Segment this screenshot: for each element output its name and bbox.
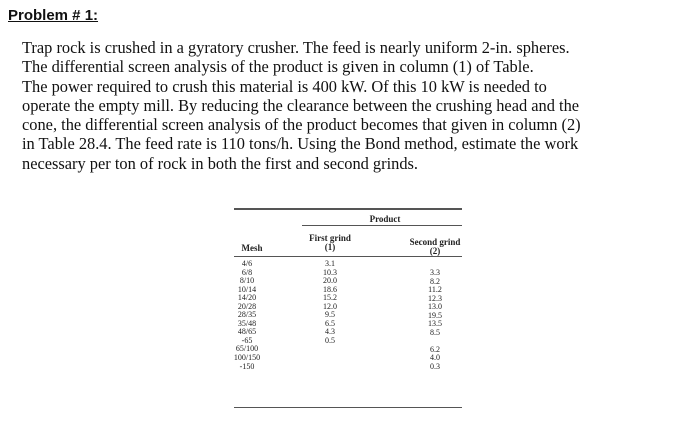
product-header: Product [369,214,401,224]
table-cell: 6.5 [325,318,335,328]
table-top-rule [234,208,462,210]
problem-line: Trap rock is crushed in a gyratory crusher. The feed is nearly uniform 2-in. spheres. [22,38,570,57]
table-cell: 13.0 [428,302,442,312]
problem-line: cone, the differential screen analysis of the product becomes that given in column (2) [22,115,581,135]
problem-line: The power required to crush this material is 400 kW. Of this 10 kW is needed to [22,76,547,96]
table-cell: 28/35 [237,310,257,320]
problem-line: operate the empty mill. By reducing the clearance between the crushing head and the [22,95,580,115]
table-cell [305,363,355,372]
table-cell: 65/100 [235,344,259,354]
table-cell: 35/48 [237,318,257,328]
table-cell: 48/65 [237,327,257,337]
problem-line: necessary per ton of rock in both the first and second grinds. [22,153,419,173]
table-cell [305,354,355,363]
table-cell: 6/8 [241,267,253,277]
table-cell: 20/28 [237,301,257,311]
table-cell [305,345,355,354]
problem-line: in Table 28.4. The feed rate is 110 tons/h. Using the Bond method, estimate the work [22,134,579,154]
table-cell: 12.3 [428,293,442,303]
table-cell: 18.6 [323,284,337,294]
header-rule [234,256,462,257]
first-grind-column [305,260,355,371]
table-cell: 14/20 [237,293,257,303]
table-cell: 19.5 [428,310,442,320]
mesh-column [222,260,272,371]
table-bottom-rule [234,407,462,408]
product-underline [302,225,462,226]
table-cell: 13.5 [428,319,442,329]
table-cell: 0.5 [325,335,335,345]
problem-statement [22,38,692,173]
table-cell: 4.0 [430,353,440,363]
table-cell: 15.2 [323,293,337,303]
table-cell: 6.2 [430,344,440,354]
problem-line: The differential screen analysis of the product is given in column (1) of Table. [22,57,534,77]
second-grind-column [410,269,460,372]
table-cell: 10/14 [237,284,257,294]
table-cell: 9.5 [325,310,335,320]
table-cell: 100/150 [233,353,261,363]
problem-heading: Problem # 1: [8,7,99,24]
table-cell: 8.2 [430,276,440,286]
second-grind-header: Second grind [409,237,461,247]
table-cell: -65 [241,335,253,345]
table-cell: 3.1 [325,259,335,268]
table-cell: 8/10 [239,276,255,286]
table-cell: 10.3 [323,267,337,277]
table-cell: 0.3 [430,362,440,372]
first-grind-subheader: (1) [324,242,336,252]
second-grind-subheader: (2) [429,246,441,256]
table-cell: 4/6 [241,259,253,268]
table-cell: 20.0 [323,276,337,286]
mesh-header: Mesh [241,243,263,253]
table-cell: 3.3 [430,268,440,277]
table-cell: 12.0 [323,301,337,311]
table-cell: -150 [239,361,255,371]
first-grind-header: First grind [309,233,351,243]
table-cell: 8.5 [430,327,440,337]
table-cell: 11.2 [428,285,442,295]
table-cell: 4.3 [325,327,335,337]
